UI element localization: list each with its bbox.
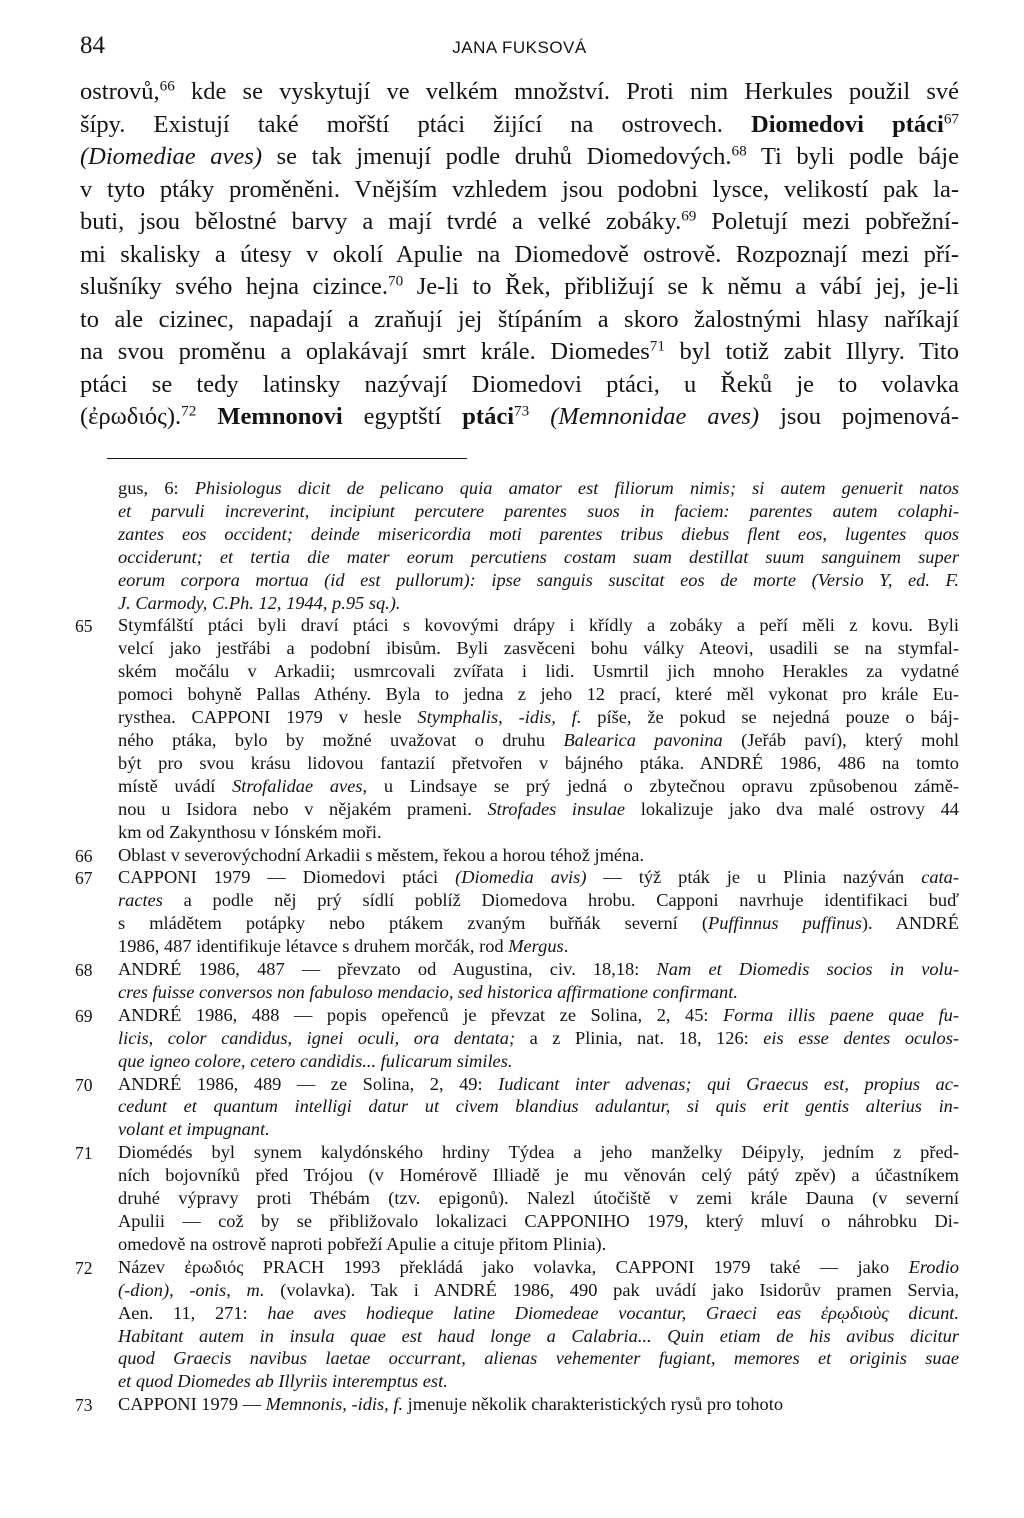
footnote-line: volant et impugnant. — [118, 1119, 270, 1140]
footnote-line: Habitant autem in insula quae est haud longe a Calabria... Quin etiam de his avibus dicitur — [118, 1325, 959, 1346]
footnote-line: km od Zakynthosu v Iónském moři. — [118, 821, 382, 842]
footnote-71 — [75, 1141, 959, 1256]
footnote-73 — [75, 1393, 959, 1416]
footnote-line: gus, 6: Phisiologus dicit de pelicano quia amator est filiorum nimis; si autem genuerit natos — [118, 478, 959, 498]
page-header — [80, 32, 959, 62]
footnote-line: druhé výpravy proti Thébám (tzv. epigonů). Nalezl útočiště v zemi krále Dauna (v severní — [118, 1188, 959, 1209]
body-line: na svou proměnu a oplakávají smrt krále. Diomedes$^{71}$ byl totiž zabit Illyry. Tito — [80, 337, 959, 365]
footnote-number: 69 — [75, 1005, 93, 1026]
footnote-number: 66 — [75, 845, 93, 866]
footnote-continuation — [75, 477, 959, 614]
footnote-line: ného ptáka, bylo by možné uvažovat o druhu Balearica pavonina (Jeřáb paví), který mohl — [118, 729, 959, 750]
footnote-line: CAPPONI 1979 — Memnonis, -idis, f. jmenuje několik charakteristických rysů pro tohoto — [118, 1394, 784, 1415]
page-number: 84 — [80, 32, 105, 59]
body-line: (Diomediae aves) se tak jmenují podle druhů Diomedových.$^{68}$ Ti byli podle báje — [80, 142, 959, 170]
footnote-line: Název ἐρωδιός PRACH 1993 překládá jako volavka, CAPPONI 1979 také — jako Erodio — [118, 1256, 959, 1277]
footnote-line: zantes eos occident; deinde misericordia moti parentes tribus diebus flent eos, lugentes quos — [118, 523, 959, 544]
footnote-69 — [75, 1004, 959, 1073]
body-line: (ἐρωδιός).$^{72}$ Memnonovi egyptští ptáci$^{73}$ (Memnonidae aves) jsou pojmenová- — [80, 402, 960, 430]
footnote-number: 67 — [75, 868, 93, 889]
body-line: ostrovů,$^{66}$ kde se vyskytují ve velkém množství. Proti nim Herkules použil své — [80, 77, 959, 105]
footnote-line: licis, color candidus, ignei oculi, ora dentata; a z Plinia, nat. 18, 126: eis esse dentes oculos- — [118, 1027, 959, 1048]
body-line: ptáci se tedy latinsky nazývají Diomedovi ptáci, u Řeků je to volavka — [80, 370, 959, 398]
footnote-65 — [75, 614, 959, 843]
body-line: v tyto ptáky proměněni. Vnějším vzhledem jsou podobni lysce, velikostí pak la- — [80, 175, 959, 203]
footnote-line: ském močálu v Arkadii; usmrcovali zvířata i lidi. Usmrtil jich mnoho Herakles za vydatné — [118, 661, 959, 682]
footnote-line: (-dion), -onis, m. (volavka). Tak i ANDRÉ 1986, 490 pak uvádí jako Isidorův pramen Servia, — [118, 1279, 959, 1300]
footnote-number: 70 — [75, 1074, 93, 1095]
footnote-line: Aen. 11, 271: hae aves hodieque latine Diomedeae vocantur, Graeci eas ἐρῳδιοὺς dicunt. — [118, 1302, 960, 1323]
footnote-line: Stymfálští ptáci byli draví ptáci s kovovými drápy i křídly a zobáky a peří měli z kovu. Byli — [118, 615, 959, 636]
footnote-line: velcí jako jestřábi a podobní ibisům. Byli zasvěceni bohu války Ateovi, usadili se na stymfal- — [118, 638, 959, 659]
running-head: JANA FUKSOVÁ — [452, 38, 587, 57]
footnote-line: omedově na ostrově naproti pobřeží Apulie a cituje přitom Plinia). — [118, 1233, 607, 1254]
footnote-line: pomoci bohyně Pallas Athény. Byla to jedna z jeho 12 prací, které měl vykonat pro krále Eu- — [118, 684, 959, 705]
footnote-number: 72 — [75, 1257, 93, 1278]
footnote-line: cedunt et quantum intelligi datur ut civem blandius adulantur, si quis erit gentis alterius in- — [118, 1096, 959, 1117]
footnote-line: být pro svou krásu lidovou fantazií přetvořen v bájného ptáka. ANDRÉ 1986, 486 na tomto — [118, 752, 959, 773]
footnote-line: CAPPONI 1979 — Diomedovi ptáci (Diomedia avis) — týž pták je u Plinia nazýván cata- — [118, 867, 959, 888]
footnote-line: eorum corpora mortua (id est pullorum): ipse sanguis suscitat eos de morte (Versio Y, ed. F. — [118, 569, 959, 590]
body-line: buti, jsou bělostné barvy a mají tvrdé a velké zobáky.$^{69}$ Poletují mezi pobřežní- — [80, 207, 960, 235]
footnote-line: Apulii — což by se přibližovalo lokalizaci CAPPONIHO 1979, který mluví o náhrobku Di- — [118, 1211, 959, 1231]
footnote-line: ANDRÉ 1986, 487 — převzato od Augustina, civ. 18,18: Nam et Diomedis socios in volu- — [118, 959, 959, 980]
footnote-line: et quod Diomedes ab Illyriis interemptus est. — [118, 1371, 448, 1392]
body-line: mi skalisky a útesy v okolí Apulie na Diomedově ostrově. Rozpoznají mezi pří- — [80, 240, 959, 268]
footnote-67 — [75, 866, 959, 958]
footnote-line: místě uvádí Strofalidae aves, u Lindsaye se prý jedná o zbytečnou opravu způsobenou zámě- — [118, 775, 960, 796]
footnote-line: J. Carmody, C.Ph. 12, 1944, p.95 sq.). — [118, 592, 401, 613]
footnote-line: occiderunt; et tertia die mater eorum percutiens costam suam destillat suum sanguinem super — [118, 546, 959, 567]
footnote-line: cres fuisse conversos non fabuloso mendacio, sed historica affirmatione confirmant. — [118, 981, 738, 1002]
footnote-line: quod Graecis navibus laetae occurrant, alienas vehementer fugiant, memores et originis suae — [118, 1348, 959, 1369]
body-line: slušníky svého hejna cizince.$^{70}$ Je-li to Řek, přibližují se k němu a vábí jej, je-li — [80, 272, 960, 300]
footnote-line: rysthea. CAPPONI 1979 v hesle Stymphalis, -idis, f. píše, že pokud se nejedná pouze o báj- — [118, 707, 959, 728]
footnote-line: ractes a podle něj prý sídlí poblíž Diomedova hrobu. Capponi navrhuje identifikaci buď — [118, 890, 959, 911]
footnote-separator — [107, 458, 467, 459]
footnote-line: ních bojovníků před Trójou (v Homérově Illiadě je mu věnován celý pátý zpěv) a účastníkem — [118, 1165, 959, 1186]
footnote-68 — [75, 958, 959, 1004]
footnote-72 — [75, 1256, 959, 1393]
main-text — [80, 76, 959, 434]
footnotes — [75, 477, 959, 1416]
footnote-line: Diomédés byl synem kalydónského hrdiny Týdea a jeho manželky Déipyly, jedním z před- — [118, 1142, 959, 1163]
footnote-70 — [75, 1073, 959, 1142]
footnote-number: 73 — [75, 1395, 93, 1416]
footnote-number: 68 — [75, 960, 93, 981]
footnote-line: ANDRÉ 1986, 489 — ze Solina, 2, 49: Iudicant inter advenas; qui Graecus est, propius ac- — [118, 1073, 959, 1094]
body-line: to ale cizinec, napadají a zraňují jej štípáním a skoro žalostnými hlasy naříkají — [80, 305, 959, 333]
footnote-line: Oblast v severovýchodní Arkadii s městem, řekou a horou téhož jména. — [118, 844, 645, 865]
footnote-66 — [75, 844, 959, 867]
footnote-number: 71 — [75, 1143, 93, 1164]
footnote-line: nou u Isidora nebo v nějakém prameni. Strofades insulae lokalizuje jako dva malé ostrovy 44 — [118, 798, 959, 819]
footnote-line: que igneo colore, cetero candidis... fulicarum similes. — [118, 1050, 513, 1071]
footnote-line: ANDRÉ 1986, 488 — popis opeřenců je převzat ze Solina, 2, 45: Forma illis paene quae fu- — [118, 1004, 960, 1025]
body-line: šípy. Existují také mořští ptáci žijící na ostrovech. Diomedovi ptáci$^{67}$ — [80, 110, 959, 138]
footnote-line: s mládětem potápky nebo ptákem zvaným buřňák severní (Puffinnus puffinus). ANDRÉ — [118, 913, 959, 934]
footnote-number: 65 — [75, 616, 93, 637]
footnote-line: 1986, 487 identifikuje létavce s druhem morčák, rod Mergus. — [118, 936, 569, 957]
footnote-line: et parvuli increverint, incipiunt percutere parentes suos in faciem: parentes autem colaphi- — [118, 500, 959, 521]
